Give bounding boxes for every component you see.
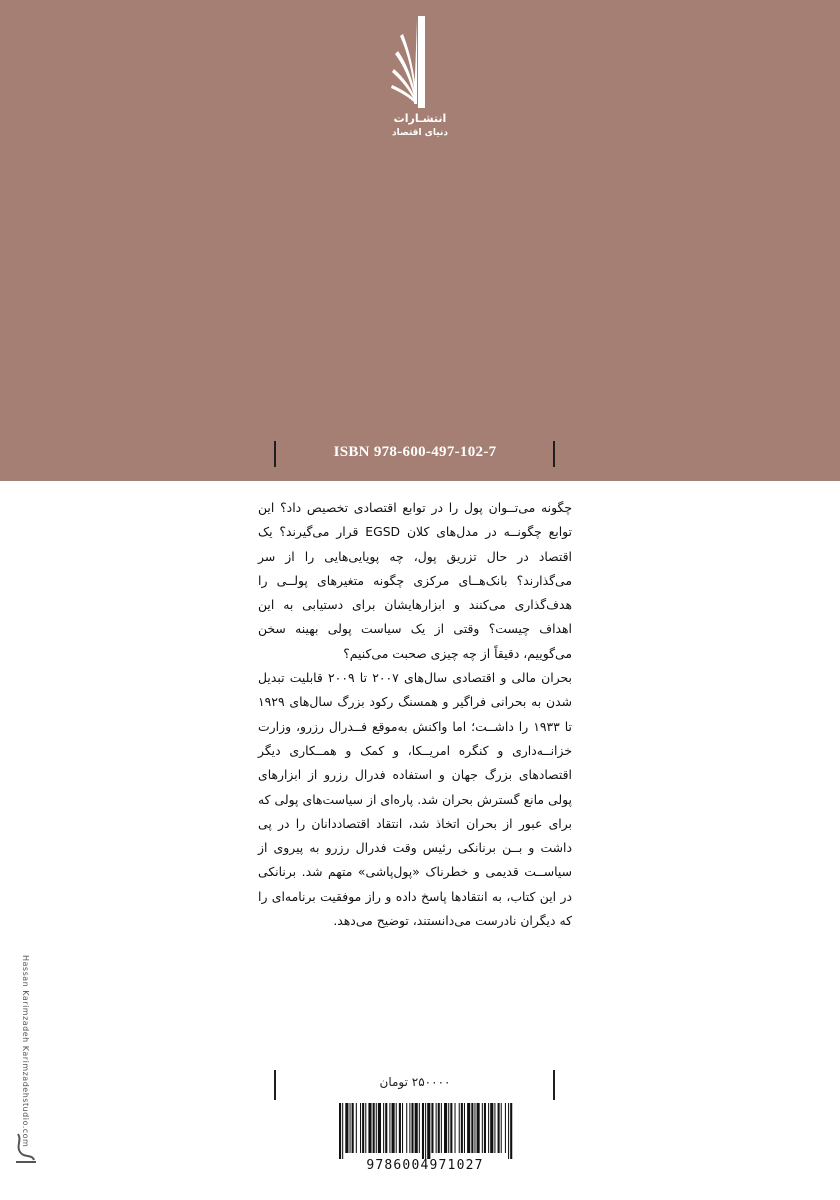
isbn-number: ISBN 978-600-497-102-7	[333, 444, 497, 460]
barcode-bar	[455, 1103, 456, 1153]
designer-credit	[18, 955, 32, 1148]
barcode-bar	[422, 1103, 424, 1159]
designer-signature-icon	[12, 1130, 40, 1166]
barcode-bar	[350, 1103, 351, 1153]
blurb-paragraph-1: چگونه می‌تــوان پول را در توابع اقتصادی تخصیص داد؟ این توابع چگونــه در مدل‌های کلان EGSD قرار می‌گیرند؟ یک اقتصاد در حال تزریق پول، چه پویایی‌هایی را از سر می‌گذارند؟ بانک‌هــای مرکزی چگونه متغیرهای پولــی را هدف‌گذاری می‌کنند و ابزارهایشان برای دستیابی به این اهداف چیست؟ وقتی از یک سیاست پولی بهینه سخن می‌گوییم، دقیقاً از چه چیزی صحبت می‌کنیم؟	[258, 500, 573, 661]
barcode-bar	[385, 1103, 387, 1153]
barcode-bar	[383, 1103, 384, 1153]
barcode	[335, 1103, 515, 1165]
barcode-bar	[392, 1103, 395, 1153]
barcode-bar	[505, 1103, 506, 1153]
publisher-name: انتشـارات	[393, 112, 447, 125]
barcode-bar	[425, 1103, 426, 1159]
barcode-bar	[411, 1103, 413, 1153]
barcode-bar	[339, 1103, 341, 1159]
barcode-bar	[467, 1103, 470, 1153]
barcode-bar	[342, 1103, 343, 1159]
barcode-bar	[438, 1103, 440, 1153]
barcode-bar	[450, 1103, 452, 1153]
barcode-bar	[352, 1103, 354, 1153]
barcode-bar	[441, 1103, 442, 1153]
barcode-bar	[409, 1103, 410, 1153]
barcode-bar	[474, 1103, 475, 1153]
price-label: ۲۵۰۰۰۰ تومان	[379, 1075, 451, 1089]
barcode-bar	[406, 1103, 407, 1153]
barcode-bar	[498, 1103, 500, 1153]
barcode-bar	[484, 1103, 486, 1153]
barcode-bar	[471, 1103, 473, 1153]
barcode-bar	[419, 1103, 420, 1153]
barcode-bar	[477, 1103, 480, 1153]
barcode-bar	[378, 1103, 381, 1153]
barcode-bar	[373, 1103, 375, 1153]
barcode-bar	[494, 1103, 495, 1153]
barcode-bar	[431, 1103, 433, 1153]
barcode-bar	[396, 1103, 397, 1153]
barcode-bar	[427, 1103, 430, 1159]
barcode-digits: 9786004971027	[366, 1158, 484, 1173]
barcode-bar	[389, 1103, 390, 1153]
barcode-bar	[459, 1103, 460, 1153]
publisher-logo	[378, 14, 462, 144]
barcode-bar	[508, 1103, 509, 1159]
barcode-bar	[488, 1103, 489, 1153]
blurb-paragraph-2: بحران مالی و اقتصادی سال‌های ۲۰۰۷ تا ۲۰۰۹ قابلیت تبدیل شدن به بحرانی فراگیر و همسنگ رکود بزرگ سال‌های ۱۹۲۹ تا ۱۹۳۳ را داشــت؛ اما واکنش به‌موقع فــدرال رزرو، وزارت خزانــه‌داری و کنگره امریــکا، و کمک و همــکاری دیگر اقتصادهای بزرگ جهان و استفاده فدرال رزرو از ابزارهای پولی مانع گسترش بحران شد. پاره‌ای از سیاست‌های پولی که برای عبور از بحران اتخاذ شد، انتقاد اقتصاددانان را در پی داشت و بــن برنانکی رئیس وقت فدرال رزرو به پیروی از سیاســت قدیمی و خطرناک «پول‌پاشی» متهم شد. برنانکی در این کتاب، به انتقادها پاسخ داده و راز موفقیت برنامه‌ای را که دیگران نادرست می‌دانستند، توضیح می‌دهد.	[258, 670, 572, 929]
barcode-bar	[510, 1103, 512, 1159]
barcode-bar	[436, 1103, 437, 1153]
barcode-bar	[501, 1103, 502, 1153]
publisher-subname: دنیای اقتصاد	[392, 128, 448, 138]
publisher-fan-logo-icon	[390, 14, 450, 108]
designer-credit-text: Hassan Karimzadeh Karimzadehstudio.com	[21, 955, 30, 1148]
back-cover-blurb	[258, 496, 572, 933]
cover-top-panel	[0, 0, 840, 481]
barcode-bar	[402, 1103, 403, 1153]
barcode-bar	[464, 1103, 465, 1153]
barcode-bar	[490, 1103, 493, 1153]
barcode-bar	[399, 1103, 401, 1153]
barcode-bar	[356, 1103, 357, 1153]
barcode-bar	[360, 1103, 361, 1153]
barcode-bar	[376, 1103, 377, 1153]
barcode-bar	[368, 1103, 371, 1153]
barcode-bar	[345, 1103, 348, 1153]
barcode-bar	[415, 1103, 418, 1153]
barcode-bar	[362, 1103, 364, 1153]
barcode-bar	[444, 1103, 447, 1153]
barcode-bar	[461, 1103, 463, 1153]
barcode-bar	[365, 1103, 366, 1153]
barcode-bar	[482, 1103, 483, 1153]
barcode-bar	[448, 1103, 449, 1153]
barcode-icon	[335, 1103, 515, 1159]
